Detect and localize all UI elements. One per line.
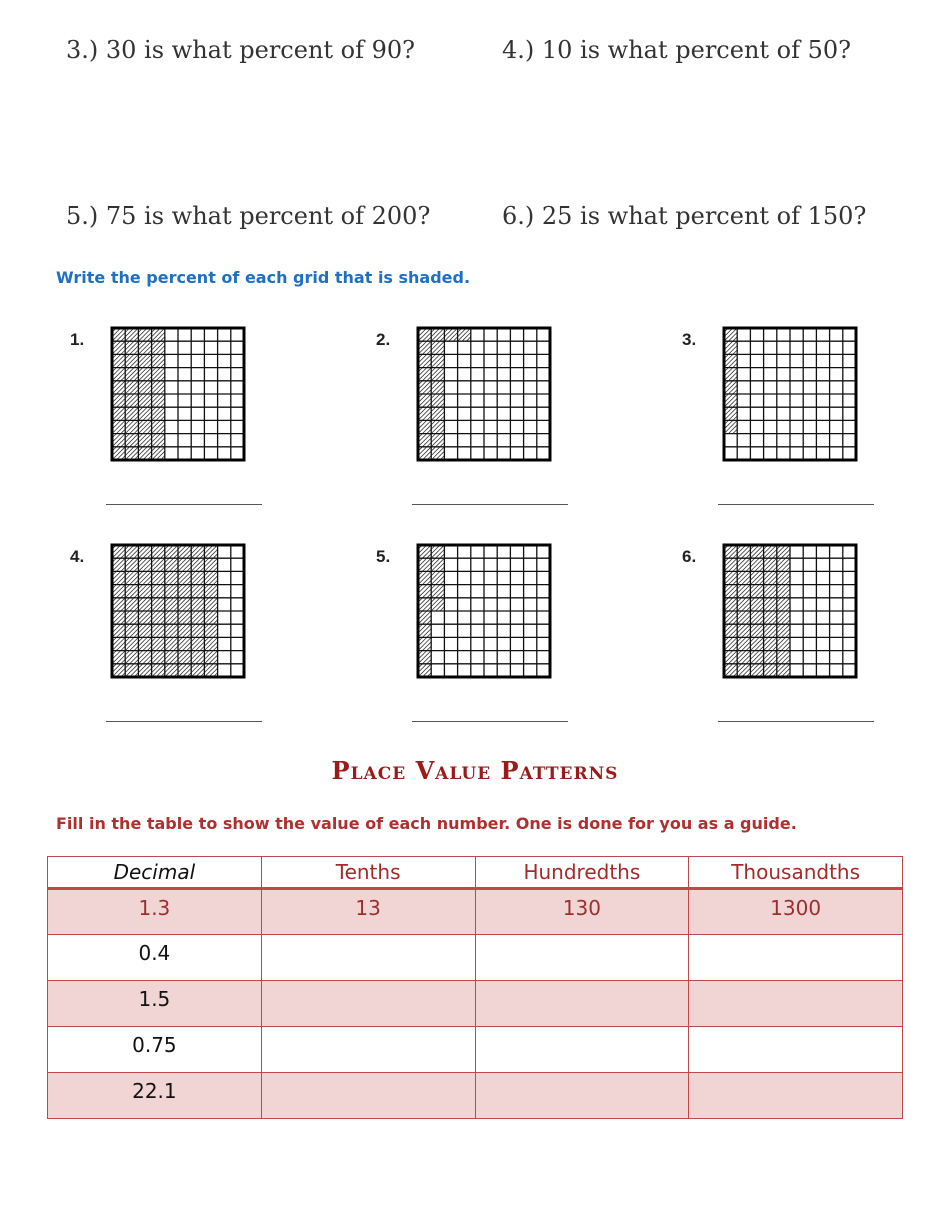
cell-hundredths[interactable] [475, 935, 689, 981]
cell-tenths[interactable] [261, 1027, 475, 1073]
hundred-grid [722, 543, 858, 679]
grid-number: 1. [70, 330, 85, 349]
section-title: Place Value Patterns [331, 756, 619, 785]
table-row [48, 1073, 903, 1119]
table-row [48, 981, 903, 1027]
header-thousandths: Thousandths [689, 857, 903, 889]
header-tenths: Tenths [261, 857, 475, 889]
cell-hundredths[interactable] [475, 1073, 689, 1119]
answer-line[interactable] [718, 504, 874, 505]
cell-thousandths[interactable] [689, 1073, 903, 1119]
answer-line[interactable] [718, 721, 874, 722]
cell-hundredths[interactable] [475, 981, 689, 1027]
table-row [48, 1027, 903, 1073]
hundred-grid [722, 326, 858, 462]
grid-problem-3 [682, 326, 882, 516]
cell-thousandths[interactable] [689, 1027, 903, 1073]
question-4: 4.) 10 is what percent of 50? [502, 36, 852, 64]
grid-problem-1 [70, 326, 270, 516]
table-row [48, 935, 903, 981]
hundred-grid [416, 326, 552, 462]
cell-decimal: 22.1 [48, 1073, 262, 1119]
answer-line[interactable] [412, 504, 568, 505]
grid-problem-4 [70, 543, 270, 733]
cell-thousandths: 1300 [689, 889, 903, 935]
cell-decimal: 0.4 [48, 935, 262, 981]
grid-problem-6 [682, 543, 882, 733]
grid-number: 3. [682, 330, 697, 349]
cell-hundredths: 130 [475, 889, 689, 935]
header-hundredths: Hundredths [475, 857, 689, 889]
cell-decimal: 1.5 [48, 981, 262, 1027]
cell-tenths: 13 [261, 889, 475, 935]
answer-line[interactable] [106, 504, 262, 505]
hundred-grid [110, 543, 246, 679]
cell-decimal: 1.3 [48, 889, 262, 935]
table-header-row [48, 857, 903, 889]
cell-hundredths[interactable] [475, 1027, 689, 1073]
grid-number: 2. [376, 330, 391, 349]
cell-thousandths[interactable] [689, 935, 903, 981]
grid-number: 5. [376, 547, 391, 566]
answer-line[interactable] [412, 721, 568, 722]
cell-tenths[interactable] [261, 981, 475, 1027]
grid-number: 4. [70, 547, 85, 566]
cell-decimal: 0.75 [48, 1027, 262, 1073]
question-6: 6.) 25 is what percent of 150? [502, 202, 867, 230]
hundred-grid [416, 543, 552, 679]
question-3: 3.) 30 is what percent of 90? [66, 36, 416, 64]
question-5: 5.) 75 is what percent of 200? [66, 202, 431, 230]
cell-tenths[interactable] [261, 935, 475, 981]
header-decimal: Decimal [48, 857, 262, 889]
cell-thousandths[interactable] [689, 981, 903, 1027]
answer-line[interactable] [106, 721, 262, 722]
cell-tenths[interactable] [261, 1073, 475, 1119]
table-row-guide [48, 889, 903, 935]
hundred-grid [110, 326, 246, 462]
grid-problem-5 [376, 543, 576, 733]
table-instruction: Fill in the table to show the value of each number. One is done for you as a guide. [56, 814, 797, 833]
grid-instruction: Write the percent of each grid that is shaded. [56, 268, 471, 287]
place-value-table [47, 856, 903, 1119]
grid-problem-2 [376, 326, 576, 516]
grid-number: 6. [682, 547, 697, 566]
